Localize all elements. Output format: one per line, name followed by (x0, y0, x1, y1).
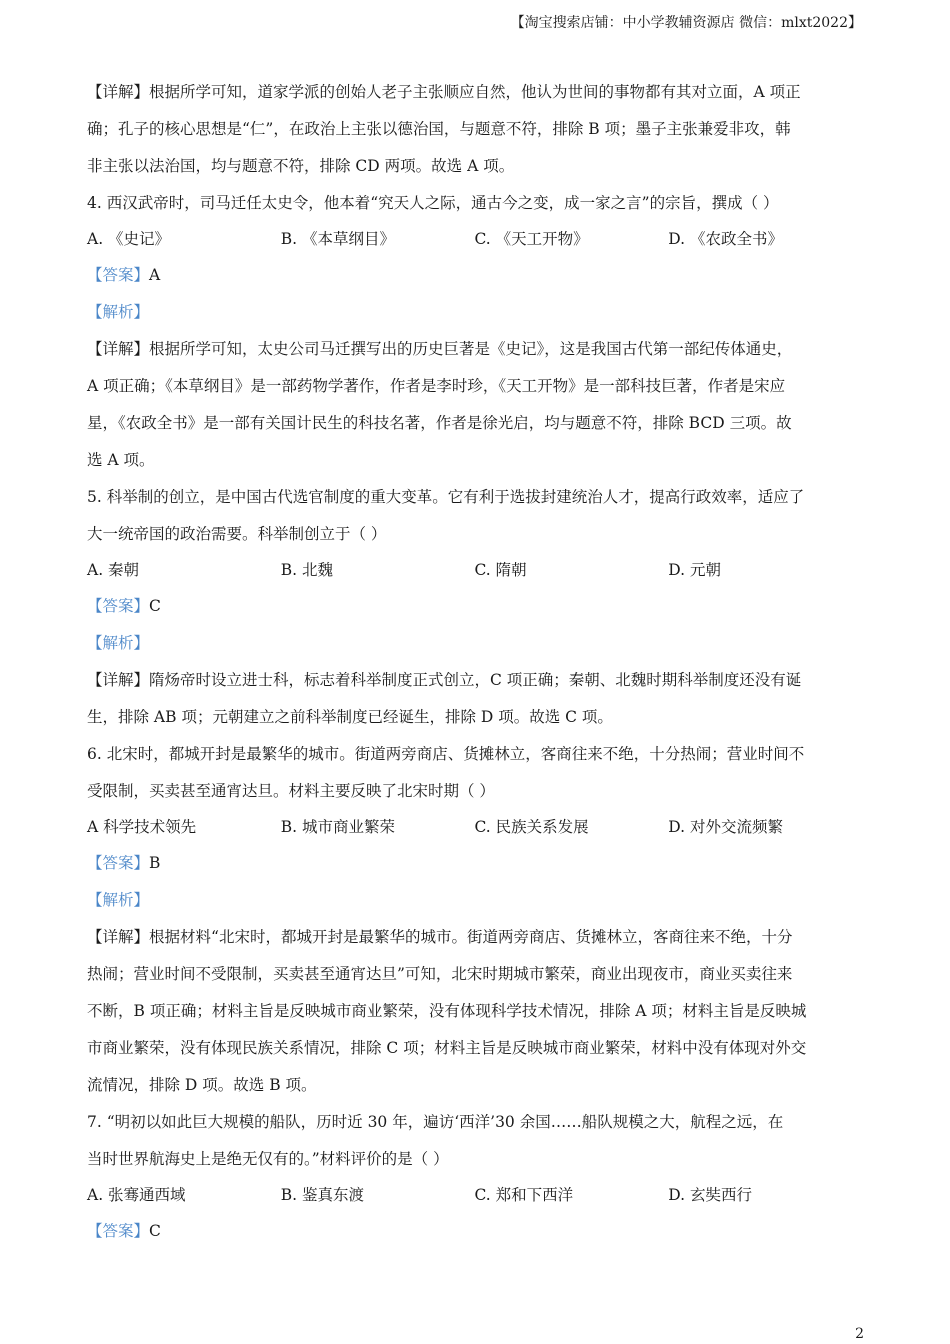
answer-label: 【答案】 (87, 597, 150, 615)
q6-option-a: A 科学技术领先 (87, 818, 197, 836)
page-number: 2 (855, 1326, 864, 1342)
answer-label: 【答案】 (87, 1222, 150, 1240)
q5-option-b: B. 北魏 (280, 561, 333, 579)
q6-answer: 【答案】B (87, 854, 161, 872)
q5-detail-line-2: 生，排除 AB 项；元朝建立之前科举制度已经诞生，排除 D 项。故选 C 项。 (87, 708, 613, 726)
q7-stem-line-2: 当时世界航海史上是绝无仅有的。”材料评价的是（ ） (87, 1150, 449, 1168)
q5-stem-line-1: 5. 科举制的创立，是中国古代选官制度的重大变革。它有利于选拔封建统治人才，提高行政效率，适应了 (87, 488, 805, 506)
q4-answer: 【答案】A (87, 266, 161, 284)
q6-detail-line-3: 不断，B 项正确；材料主旨是反映城市商业繁荣，没有体现科学技术情况，排除 A 项；材料主旨是反映城 (87, 1002, 807, 1020)
q3-detail-line-1: 【详解】根据所学可知，道家学派的创始人老子主张顺应自然，他认为世间的事物都有其对立面，A 项正 (87, 83, 801, 101)
q4-stem: 4. 西汉武帝时，司马迁任太史令，他本着“究天人之际，通古今之变，成一家之言”的宗旨，撰成（ ） (87, 194, 779, 212)
document-body (87, 74, 862, 1250)
q5-analysis (87, 625, 862, 662)
q7-stem-line-1: 7. “明初以如此巨大规模的船队，历时近 30 年，遍访‘西洋’30 余国……船队规模之大，航程之远，在 (87, 1113, 784, 1131)
q4-option-c: C. 《天工开物》 (474, 230, 589, 248)
q7-options (87, 1178, 862, 1213)
q4-detail-line-4: 选 A 项。 (87, 451, 155, 469)
q5-option-a: A. 秦朝 (87, 561, 140, 579)
q7-option-d: D. 玄奘西行 (668, 1186, 752, 1204)
q6-detail-line-2: 热闹；营业时间不受限制，买卖甚至通宵达旦”可知，北宋时期城市繁荣，商业出现夜市，商业买卖往来 (87, 965, 793, 983)
q4-detail-line-3: 星，《农政全书》是一部有关国计民生的科技名著，作者是徐光启，均与题意不符，排除 BCD 三项。故 (87, 414, 792, 432)
q6-options (87, 810, 862, 845)
analysis-label: 【解析】 (87, 303, 150, 321)
q7-option-b: B. 鉴真东渡 (280, 1186, 364, 1204)
q6-analysis (87, 882, 862, 919)
analysis-label: 【解析】 (87, 891, 150, 909)
answer-label: 【答案】 (87, 266, 150, 284)
q6-option-b: B. 城市商业繁荣 (280, 818, 395, 836)
q4-option-d: D. 《农政全书》 (668, 230, 783, 248)
q5-answer: 【答案】C (87, 597, 161, 615)
q7-answer: 【答案】C (87, 1222, 161, 1240)
q4-analysis (87, 294, 862, 331)
q7-option-a: A. 张骞通西域 (87, 1186, 186, 1204)
q6-stem-line-2: 受限制，买卖甚至通宵达旦。材料主要反映了北宋时期（ ） (87, 782, 495, 800)
q3-detail-line-2: 确；孔子的核心思想是“仁”，在政治上主张以德治国，与题意不符，排除 B 项；墨子主张兼爱非攻，韩 (87, 120, 791, 138)
page-header: 【淘宝搜索店铺：中小学教辅资源店 微信：mlxt2022】 (510, 15, 862, 31)
q5-stem-line-2: 大一统帝国的政治需要。科举制创立于（ ） (87, 525, 387, 543)
q6-stem-line-1: 6. 北宋时，都城开封是最繁华的城市。街道两旁商店、货摊林立，客商往来不绝，十分热闹；营业时间不 (87, 745, 805, 763)
q4-option-a: A. 《史记》 (87, 230, 171, 248)
q5-option-c: C. 隋朝 (474, 561, 527, 579)
q4-detail-line-1: 【详解】根据所学可知，太史公司马迁撰写出的历史巨著是《史记》，这是我国古代第一部纪传体通史， (87, 340, 793, 358)
analysis-label: 【解析】 (87, 634, 150, 652)
q6-option-c: C. 民族关系发展 (474, 818, 589, 836)
q3-detail-line-3: 非主张以法治国，均与题意不符，排除 CD 两项。故选 A 项。 (87, 157, 515, 175)
q6-detail-line-5: 流情况，排除 D 项。故选 B 项。 (87, 1076, 317, 1094)
q6-detail-line-1: 【详解】根据材料“北宋时，都城开封是最繁华的城市。街道两旁商店、货摊林立，客商往来不绝，十分 (87, 928, 793, 946)
answer-label: 【答案】 (87, 854, 150, 872)
q4-option-b: B. 《本草纲目》 (280, 230, 395, 248)
q5-option-d: D. 元朝 (668, 561, 721, 579)
q4-detail-line-2: A 项正确；《本草纲目》是一部药物学著作，作者是李时珍，《天工开物》是一部科技巨著，作者是宋应 (87, 377, 786, 395)
q5-options (87, 553, 862, 588)
q7-option-c: C. 郑和下西洋 (474, 1186, 574, 1204)
q6-detail-line-4: 市商业繁荣，没有体现民族关系情况，排除 C 项；材料主旨是反映城市商业繁荣，材料中没有体现对外交 (87, 1039, 807, 1057)
q4-options (87, 222, 862, 257)
q5-detail-line-1: 【详解】隋炀帝时设立进士科，标志着科举制度正式创立，C 项正确；秦朝、北魏时期科举制度还没有诞 (87, 671, 802, 689)
q6-option-d: D. 对外交流频繁 (668, 818, 783, 836)
